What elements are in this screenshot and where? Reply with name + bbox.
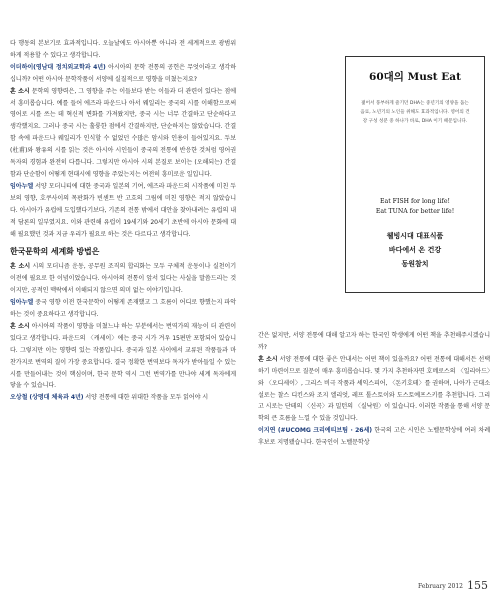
question-5-continued: 간은 없지만, 서양 전통에 대해 알고자 하는 한국인 학생에게 어떤 책을 추천해주시겠습니까? xyxy=(258,332,490,351)
question-text: 중국 영향 이전 한국문학이 어떻게 존재했고 그 흐름이 어디로 향했는지 파악하는 것이 중요하다고 생각합니다. xyxy=(10,299,236,319)
intro-paragraph: 다 행동의 본보기로 효과적입니다. 오늘날에도 아시아뿐 아니라 전 세계적으로 광범위하게 적용할 수 있다고 생각합니다. xyxy=(10,40,236,59)
left-column xyxy=(10,38,236,404)
page-footer xyxy=(418,579,488,592)
speaker-name: 이지연 (#UCOMG 크리에티브팀 · 26세) xyxy=(258,427,372,435)
question-2 xyxy=(10,181,236,241)
speaker-name: 이더하이(영남대 정치외교학과 4년) xyxy=(10,63,106,71)
question-text: 아시아의 문학 전통의 공헌은 무엇이라고 생각하십니까? 어떤 아시아 문학작품이 서양에 실질적으로 영향을 미쳤는지요? xyxy=(10,63,236,83)
answer-3 xyxy=(10,261,236,297)
ad-title: 60대의 Must Eat xyxy=(369,71,461,83)
answer-text: 아시아의 작품이 영향을 미쳤느냐 하는 부분에서는 번역가의 재능이 더 관련이 있다고 생각합니다. 파운드의 〈캐세이〉에는 중국 시가 겨우 15편만 포함되어 있습니다. 그렇지만 이는 영향력 있는 작품입니다. 중국과 일본 사이에서 교류된 작품들과 마찬가지로 번역의 질이 가장 중요합니다. 결국 정확한 번역보다 독자가 받아들일 수 있는 시를 만들어내는 것이 핵심이며, 한국 문학 역시 그런 번역가를 만나야 세계 독자에게 닿을 수 있습니다. xyxy=(10,322,236,390)
question-text: 한국의 고은 시인은 노벨문학상에 여러 차례 후보로 지명됐습니다. 한국인이 노벨문학상 xyxy=(258,427,490,447)
right-column xyxy=(258,330,490,449)
ad-description: 젊어서 풍부하게 즐기던 DHA는 중년기의 영양을 돕는 음료, 노년기의 노인들 위해도 효과적입니다. 영어의 건강 구성 성분 중 하나가 바로, DHA 이기 때문입니다. xyxy=(360,101,470,124)
speaker-name: 오상철 (상명대 체육과 4년) xyxy=(10,394,84,402)
ad-brand-line-3: 동원참치 xyxy=(401,260,429,268)
speaker-name: 혼 소시 xyxy=(10,87,30,95)
question-text: 서양 모더니티에 대한 중국과 일본의 기여, 에즈라 파운드의 시작품에 미친 두보의 영향, 호쿠사이의 목판화가 빈센트 반 고흐의 그림에 미친 영향은 적지 않았습니다. 아시아가 유럽에 도입했다기보다, 기존의 전통 밖에서 대안을 찾아내려는 유럽의 내적 담론의 일부였지요. 이와 관련해 유럽이 19세기와 20세기 초반에 아시아 문화에 대해 필요했던 것과 지금 우리가 필요로 하는 것은 다르다고 생각합니다. xyxy=(10,182,236,238)
question-4 xyxy=(10,297,236,321)
ad-brand-line-1: 웰빙시대 대표식품 xyxy=(386,232,444,240)
ad-slogan-line-2: Eat TUNA for better life! xyxy=(375,208,455,215)
speaker-name: 임아누엘 xyxy=(10,182,34,190)
ad-brand-line-2: 바다에서 온 건강 xyxy=(388,246,442,254)
advertisement-box xyxy=(345,56,485,293)
issue-date: February 2012 xyxy=(418,583,463,590)
speaker-name: 혼 소시 xyxy=(10,322,30,330)
answer-text: 서양 전통에 대한 좋은 안내서는 어떤 책이 있을까요? 어떤 전통에 대해서든 선택하기 마련이므로 질문이 매우 흥미롭습니다. 몇 가지 추천하자면 호메로스의 〈일리아드〉와 〈오디세이〉, 그리스 비극 작품과 셰익스피어, 〈돈키호테〉를 권하며, 나아가 근대소설로는 찰스 디킨스와 조지 엘리엇, 레프 톨스토이와 도스토예프스키를 추천합니다. 그리고 시로는 단테의 〈신곡〉과 밀턴의 〈실낙원〉이 있습니다. 이러한 작품을 통해 서양 문학의 큰 흐름을 느낄 수 있을 것입니다. xyxy=(258,355,490,423)
speaker-name: 혼 소시 xyxy=(10,263,31,271)
speaker-name: 임아누엘 xyxy=(10,299,34,307)
speaker-name: 혼 소시 xyxy=(258,355,278,363)
ad-slogan xyxy=(346,197,484,217)
ad-slogan-line-1: Eat FISH for long life! xyxy=(380,198,450,205)
section-title: 한국문학의 세계화 방법은 xyxy=(10,247,100,257)
answer-1 xyxy=(10,86,236,181)
answer-5 xyxy=(258,354,490,425)
question-5 xyxy=(10,392,236,404)
answer-text: 시의 모더니즘 운동, 공무원 조직의 합리화는 모두 구체적 운동이나 실천이기 이전에 필요로 한 이념이었습니다. 아시아의 전통이 앞서 있다는 사실을 말씀드리는 것이지만, 공적인 맥락에서 이해되지 않으면 의미 없는 이야기입니다. xyxy=(10,263,236,295)
page-number: 155 xyxy=(467,579,488,592)
question-1 xyxy=(10,62,236,86)
ad-brand xyxy=(346,229,484,271)
answer-4 xyxy=(10,321,236,392)
question-6 xyxy=(258,425,490,449)
question-text: 서양 전통에 대한 위대한 작품을 모두 읽어야 시 xyxy=(83,394,209,402)
answer-text: 문학의 영향력은, 그 영향을 주는 이들보다 받는 이들과 더 관련이 있다는 점에서 흥미롭습니다. 예를 들어 에즈라 파운드나 아서 웨일리는 중국의 시를 이해함으로써 영어로 시를 쓰는 데 혁신적 변화를 가져왔지만, 중국 시는 너무 간결하고 단순하다고 생각했지요. 그러나 중국 시는 훌륭한 점에서 간결하지만, 단순하지는 않았습니다. 간결함 속에 파운드나 웨일리가 인식할 수 없었던 수많은 암시와 인용이 들어있지요. 두보(杜甫)와 왕유의 시를 읽는 것은 아시아 시인들이 중국의 전통에 반응한 것처럼 영어권 독자의 경험과 완전히 다릅니다. 그렇지만 아시아 시의 본질로 보이는 (오해되는) 간결함과 단순함이 어떻게 현대시에 영향을 주었는지는 여전히 흥미로운 일입니다. xyxy=(10,87,236,178)
